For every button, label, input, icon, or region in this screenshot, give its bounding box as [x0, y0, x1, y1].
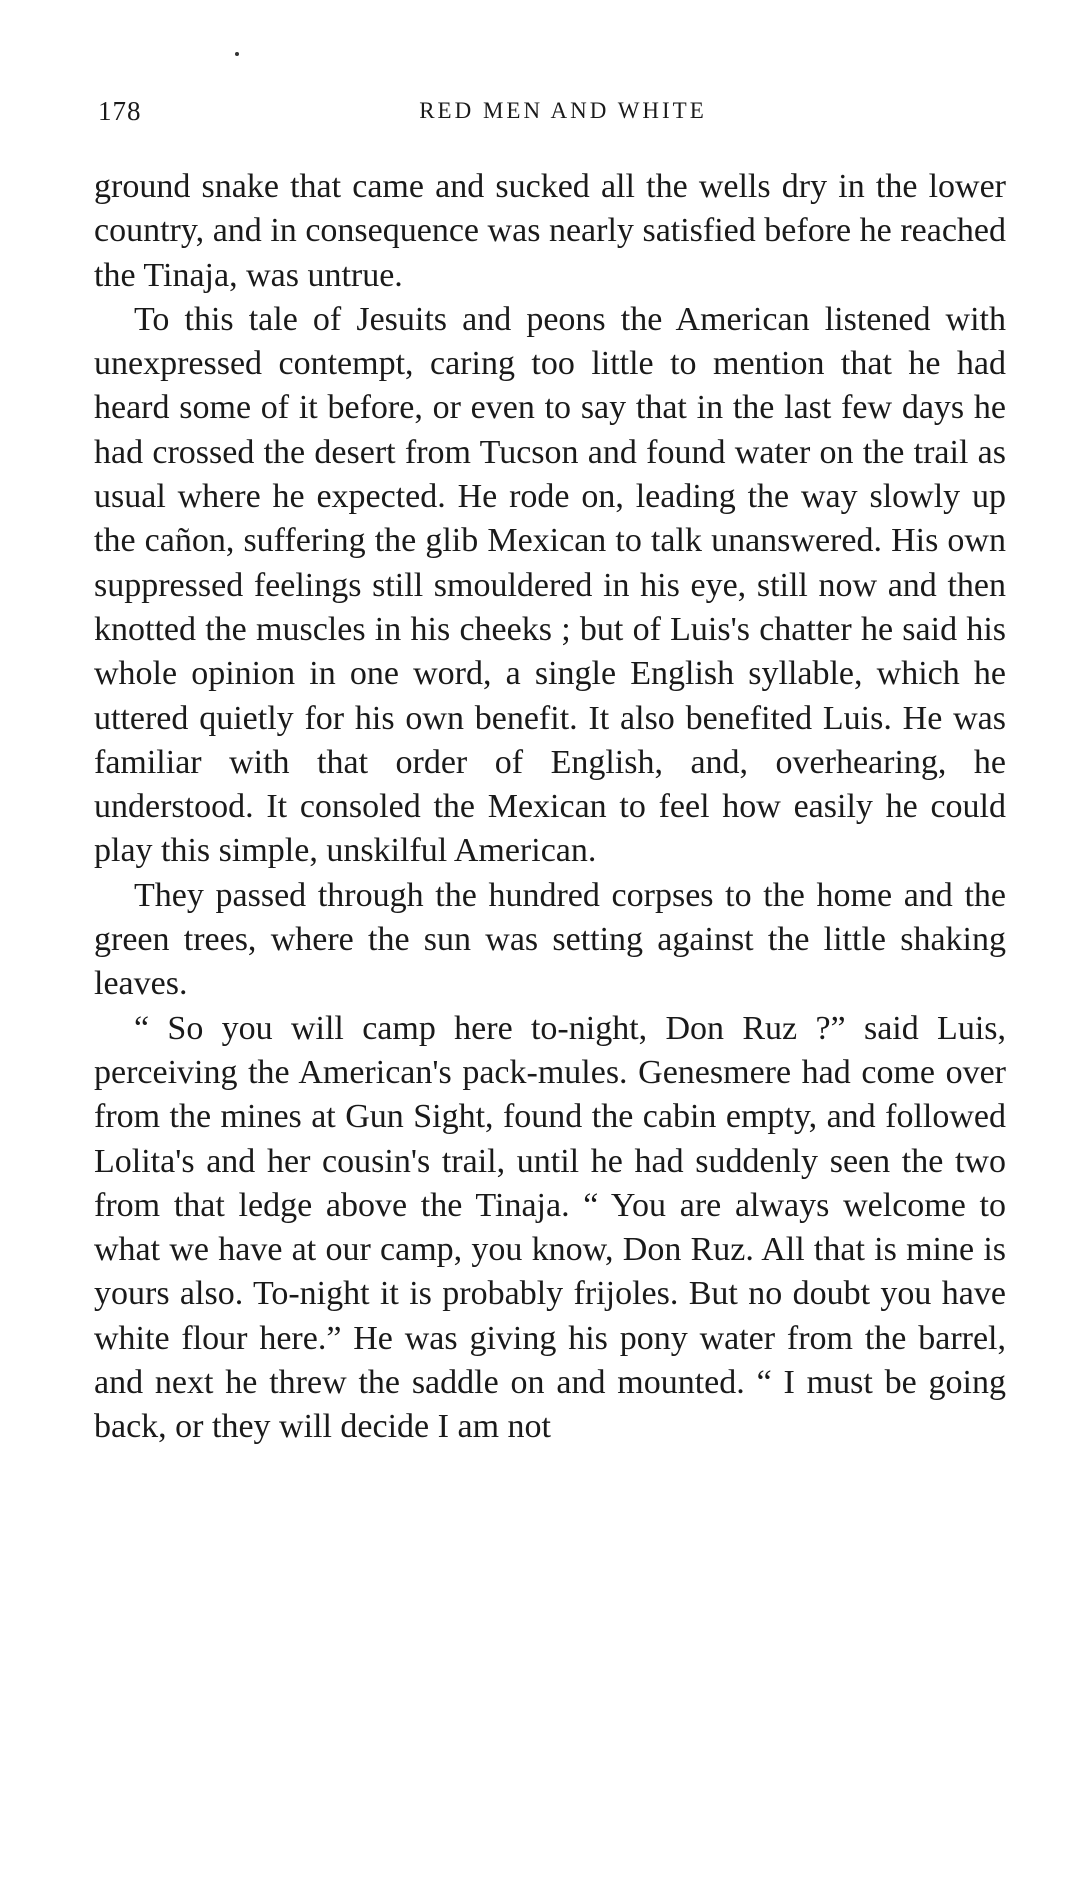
- body-text: [94, 165, 1006, 1450]
- paragraph-continued: ground snake that came and sucked all the wells dry in the lower country, and in consequence was nearly satisfied before he reached the Tinaja, was untrue.: [94, 168, 1006, 294]
- print-speck: [235, 52, 239, 56]
- paragraph: They passed through the hundred corpses to the home and the green trees, where the sun was setting against the little shaking leaves.: [94, 876, 1006, 1003]
- page-number: 178: [98, 96, 142, 126]
- paragraph: “ So you will camp here to-night, Don Ruz ?” said Luis, perceiving the American's pack-mules. Genesmere had come over from the mines at Gun Sight, found the cabin empty, and followed Lolita's and her cousin's trail, until he had suddenly seen the two from that ledge above the Tinaja. “ You are always welcome to what we have at our camp, you know, Don Ruz. All that is mine is yours also. To-night it is probably frijoles. But no doubt you have white flour here.” He was giving his pony water from the barrel, and next he threw the saddle on and mounted. “ I must be going back, or they will decide I am not: [94, 1009, 1006, 1446]
- paragraph: To this tale of Jesuits and peons the American listened with unexpressed contempt, caring too little to mention that he had heard some of it before, or even to say that in the last few days he had crossed the desert from Tucson and found water on the trail as usual where he expected. He rode on, leading the way slowly up the cañon, suffering the glib Mexican to talk unanswered. His own suppressed feelings still smouldered in his eye, still now and then knotted the muscles in his cheeks ; but of Luis's chatter he said his whole opinion in one word, a single English syllable, which he uttered quietly for his own benefit. It also benefited Luis. He was familiar with that order of English, and, overhearing, he understood. It consoled the Mexican to feel how easily he could play this simple, unskilful American.: [94, 300, 1006, 870]
- running-head: RED MEN AND WHITE: [419, 98, 707, 123]
- page-header: [98, 96, 998, 136]
